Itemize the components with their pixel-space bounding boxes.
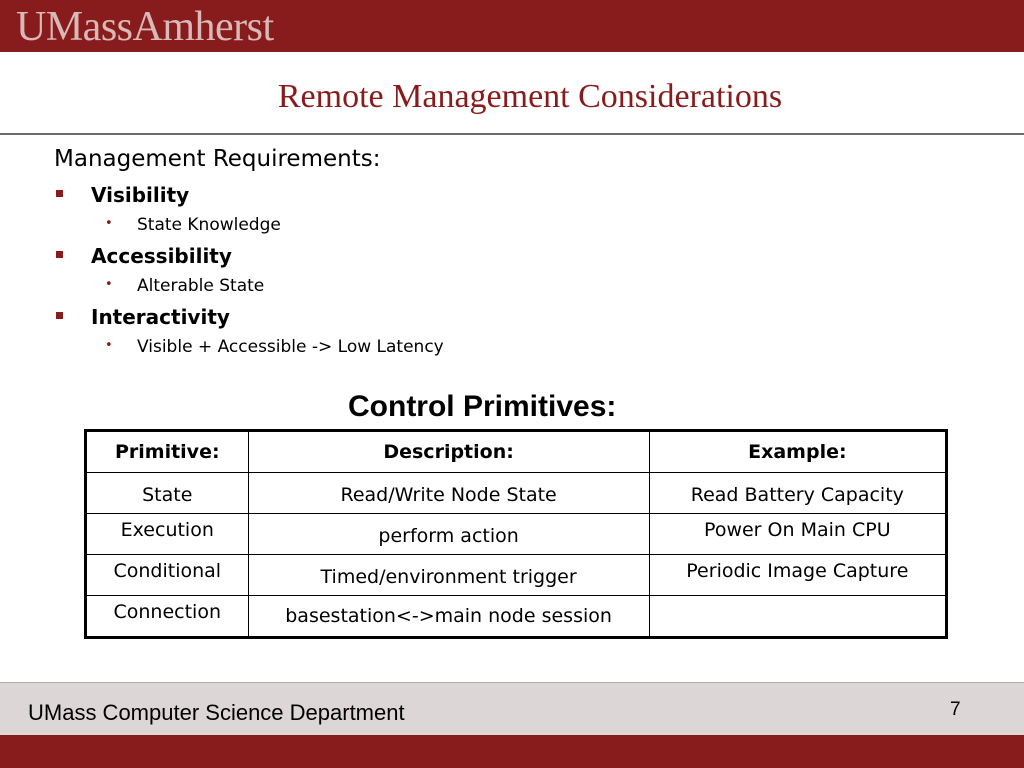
column-header-description: Description: (248, 431, 649, 473)
table-cell: Execution (86, 514, 249, 555)
department-name: UMass Computer Science Department (28, 700, 405, 725)
list-item (54, 183, 954, 214)
dot-bullet-icon: • (105, 338, 113, 353)
table-cell: Periodic Image Capture (649, 555, 946, 596)
requirements-list (54, 183, 954, 366)
page-number: 7 (950, 699, 961, 720)
requirement-label: Visibility (91, 183, 190, 207)
table-cell: basestation<->main node session (248, 596, 649, 638)
table-cell: Connection (86, 596, 249, 638)
umass-amherst-logo: UMassAmherst (16, 4, 274, 50)
column-header-primitive: Primitive: (86, 431, 249, 473)
table-cell: Power On Main CPU (649, 514, 946, 555)
requirement-label: Interactivity (91, 305, 230, 329)
requirement-label: Accessibility (91, 244, 232, 268)
header-bar (0, 0, 1024, 52)
dot-bullet-icon: • (105, 216, 113, 231)
requirement-detail: Visible + Accessible -> Low Latency (137, 337, 444, 357)
square-bullet-icon (56, 251, 63, 258)
table-cell: Conditional (86, 555, 249, 596)
requirement-detail: State Knowledge (137, 215, 281, 235)
list-item (54, 305, 954, 336)
square-bullet-icon (56, 190, 63, 197)
list-subitem (54, 214, 954, 244)
title-divider (0, 133, 1024, 135)
column-header-example: Example: (649, 431, 946, 473)
slide-title: Remote Management Considerations (277, 78, 783, 115)
table-title: Control Primitives: (348, 390, 617, 423)
table-row (86, 514, 947, 555)
list-subitem (54, 336, 954, 366)
list-subitem (54, 275, 954, 305)
table-row (86, 473, 947, 514)
table-row (86, 596, 947, 638)
table-cell (649, 596, 946, 638)
table-cell: Timed/environment trigger (248, 555, 649, 596)
footer (0, 683, 1024, 735)
bottom-bar (0, 735, 1024, 768)
table-header-row (86, 431, 947, 473)
table-cell: Read/Write Node State (248, 473, 649, 514)
control-primitives-table (84, 429, 948, 639)
dot-bullet-icon: • (105, 277, 113, 292)
table-cell: Read Battery Capacity (649, 473, 946, 514)
table-cell: perform action (248, 514, 649, 555)
table-row (86, 555, 947, 596)
table-cell: State (86, 473, 249, 514)
list-item (54, 244, 954, 275)
square-bullet-icon (56, 312, 63, 319)
section-heading: Management Requirements: (54, 146, 381, 172)
requirement-detail: Alterable State (137, 276, 265, 296)
